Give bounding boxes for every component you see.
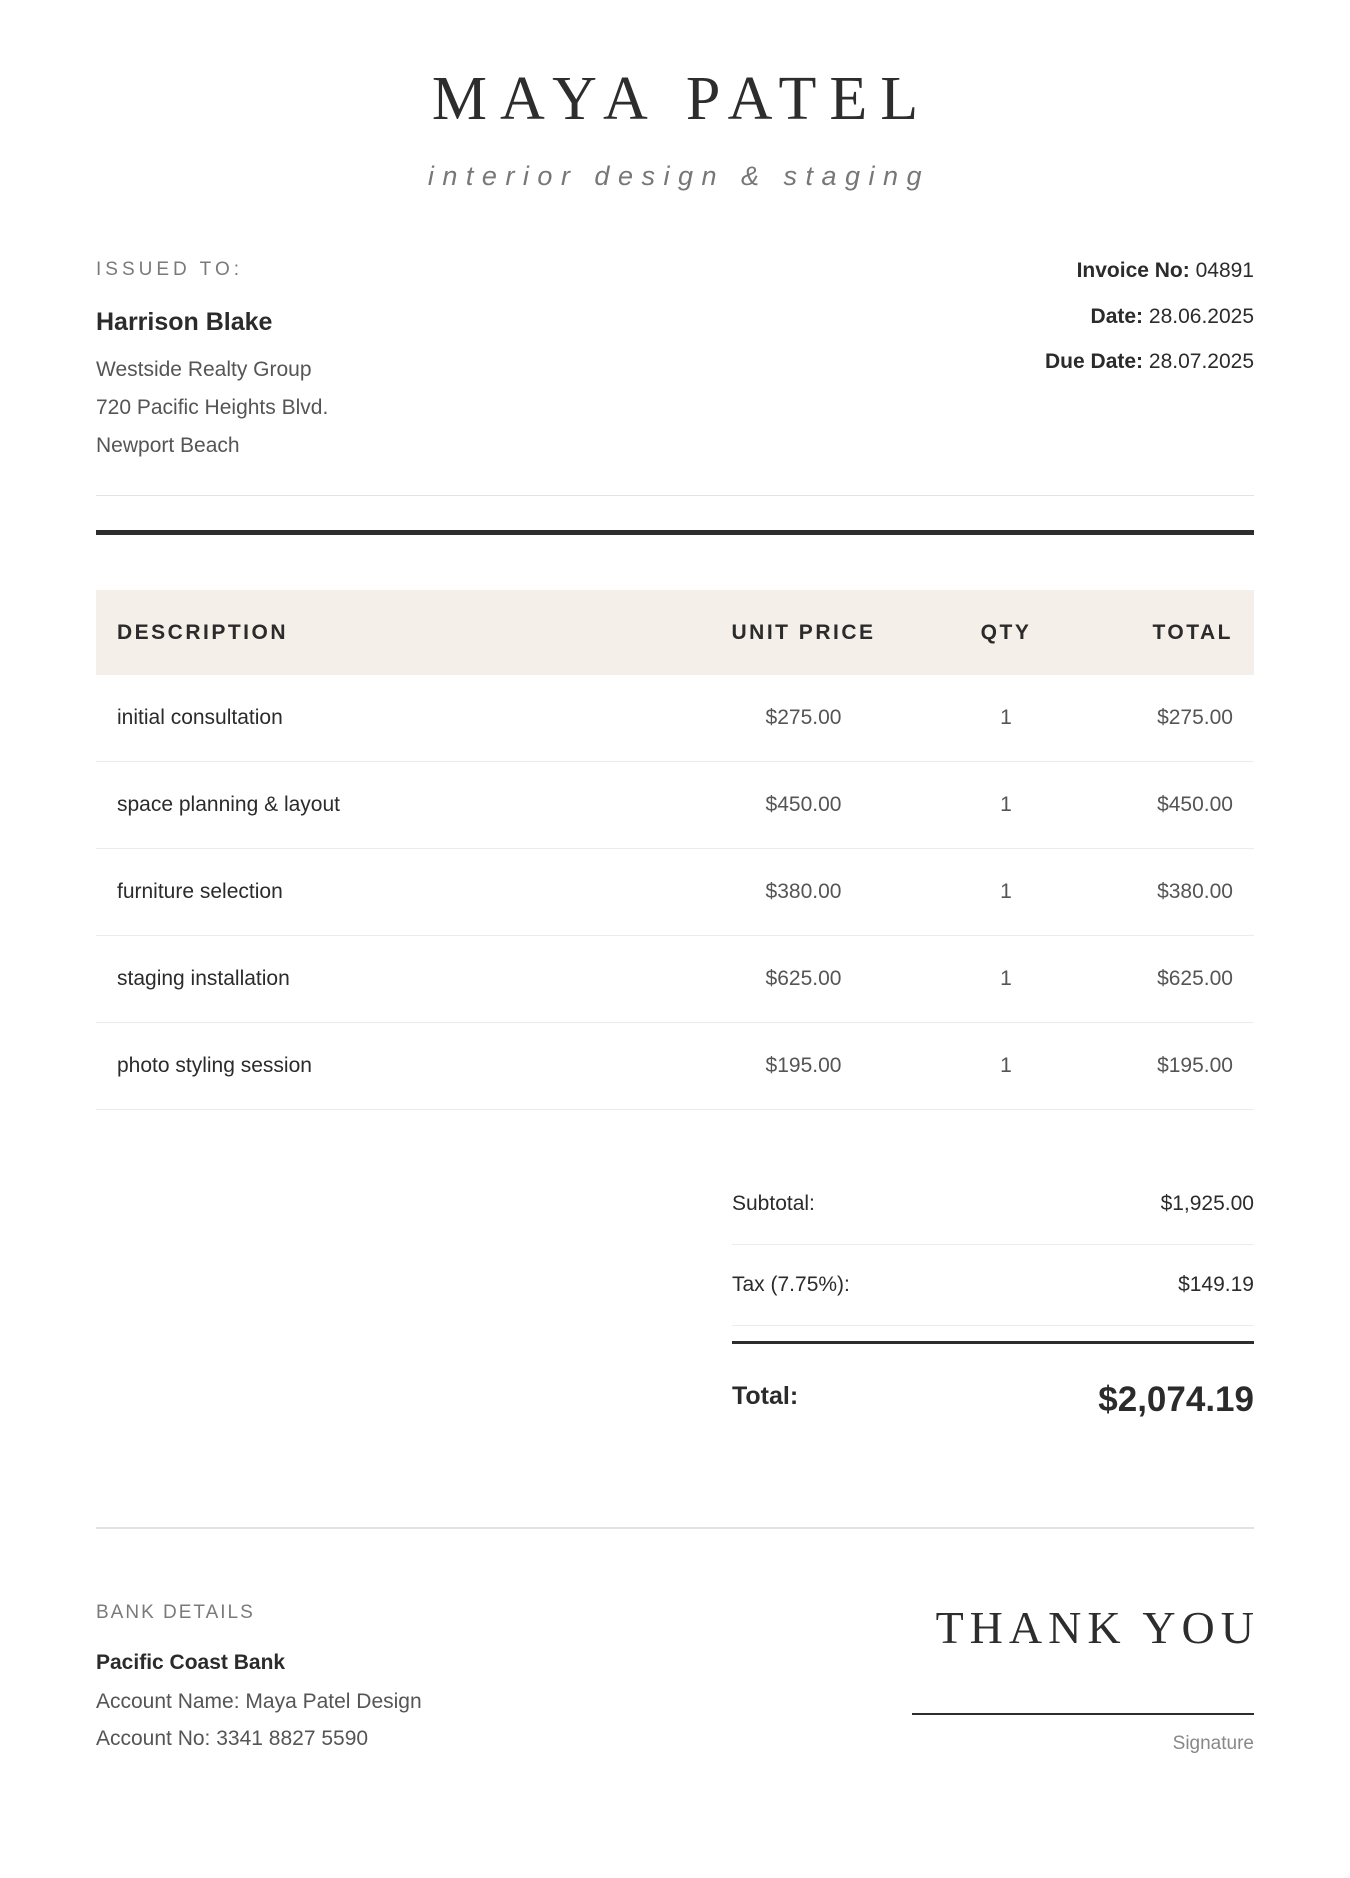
- item-qty: 1: [1000, 706, 1012, 729]
- line-items-table: [96, 590, 1254, 1110]
- bank-name: Pacific Coast Bank: [96, 1651, 286, 1674]
- divider-thick: [96, 530, 1254, 535]
- thank-you-message: THANK YOU: [935, 1602, 1260, 1653]
- account-name: Account Name: Maya Patel Design: [96, 1690, 422, 1713]
- item-description: staging installation: [117, 967, 290, 990]
- subtotal-value: $1,925.00: [1160, 1192, 1254, 1215]
- grand-total-row: [732, 1376, 1254, 1424]
- item-total: $195.00: [1157, 1054, 1233, 1077]
- grand-total-value: $2,074.19: [1098, 1380, 1254, 1419]
- column-header-total: TOTAL: [1152, 620, 1233, 644]
- subtotal-label: Subtotal:: [732, 1192, 815, 1215]
- brand-tagline: interior design & staging: [427, 161, 931, 191]
- item-description: furniture selection: [117, 880, 283, 903]
- item-qty: 1: [1000, 793, 1012, 816]
- invoice-date-label: Date:: [1090, 305, 1144, 328]
- invoice-date-value: 28.06.2025: [1148, 305, 1254, 328]
- item-description: space planning & layout: [117, 793, 340, 816]
- tax-divider: [732, 1325, 1254, 1326]
- invoice-number: [1077, 259, 1254, 283]
- item-qty: 1: [1000, 1054, 1012, 1077]
- column-header-qty: QTY: [980, 620, 1032, 644]
- column-header-unit-price: UNIT PRICE: [731, 620, 876, 644]
- invoice-number-value: 04891: [1195, 259, 1254, 282]
- item-description: photo styling session: [117, 1054, 312, 1077]
- tax-row: [732, 1269, 1254, 1301]
- table-row: [96, 849, 1254, 936]
- item-total: $380.00: [1157, 880, 1233, 903]
- table-row: [96, 675, 1254, 762]
- table-header: [96, 590, 1254, 675]
- client-name: Harrison Blake: [96, 308, 273, 336]
- footer-divider: [96, 1527, 1254, 1529]
- total-divider: [732, 1341, 1254, 1344]
- item-total: $275.00: [1157, 706, 1233, 729]
- item-total: $450.00: [1157, 793, 1233, 816]
- brand-name: MAYA PATEL: [431, 65, 932, 133]
- client-city: Newport Beach: [96, 434, 240, 457]
- item-unit-price: $275.00: [765, 706, 842, 729]
- bank-details-label: BANK DETAILS: [96, 1602, 255, 1623]
- subtotal-divider: [732, 1244, 1254, 1245]
- signature-line: [912, 1713, 1254, 1715]
- tax-value: $149.19: [1178, 1273, 1254, 1296]
- client-address: 720 Pacific Heights Blvd.: [96, 396, 329, 419]
- tax-label: Tax (7.75%):: [732, 1273, 850, 1296]
- item-unit-price: $450.00: [765, 793, 842, 816]
- item-unit-price: $625.00: [765, 967, 842, 990]
- table-row: [96, 762, 1254, 849]
- column-header-description: DESCRIPTION: [117, 620, 289, 644]
- invoice-date: [1091, 305, 1254, 329]
- item-qty: 1: [1000, 880, 1012, 903]
- item-total: $625.00: [1157, 967, 1233, 990]
- due-date: [1045, 350, 1254, 374]
- item-unit-price: $195.00: [765, 1054, 842, 1077]
- grand-total-label: Total:: [732, 1381, 799, 1410]
- due-date-value: 28.07.2025: [1148, 350, 1254, 373]
- divider-thin: [96, 495, 1254, 496]
- client-company: Westside Realty Group: [96, 358, 312, 381]
- signature-label: Signature: [1172, 1733, 1254, 1754]
- invoice-number-label: Invoice No:: [1076, 259, 1190, 282]
- due-date-label: Due Date:: [1045, 350, 1144, 373]
- issued-to-label: ISSUED TO:: [96, 259, 243, 280]
- table-row: [96, 1023, 1254, 1110]
- item-unit-price: $380.00: [765, 880, 842, 903]
- account-number: Account No: 3341 8827 5590: [96, 1727, 369, 1750]
- table-row: [96, 936, 1254, 1023]
- item-description: initial consultation: [117, 706, 283, 729]
- subtotal-row: [732, 1188, 1254, 1220]
- item-qty: 1: [1000, 967, 1012, 990]
